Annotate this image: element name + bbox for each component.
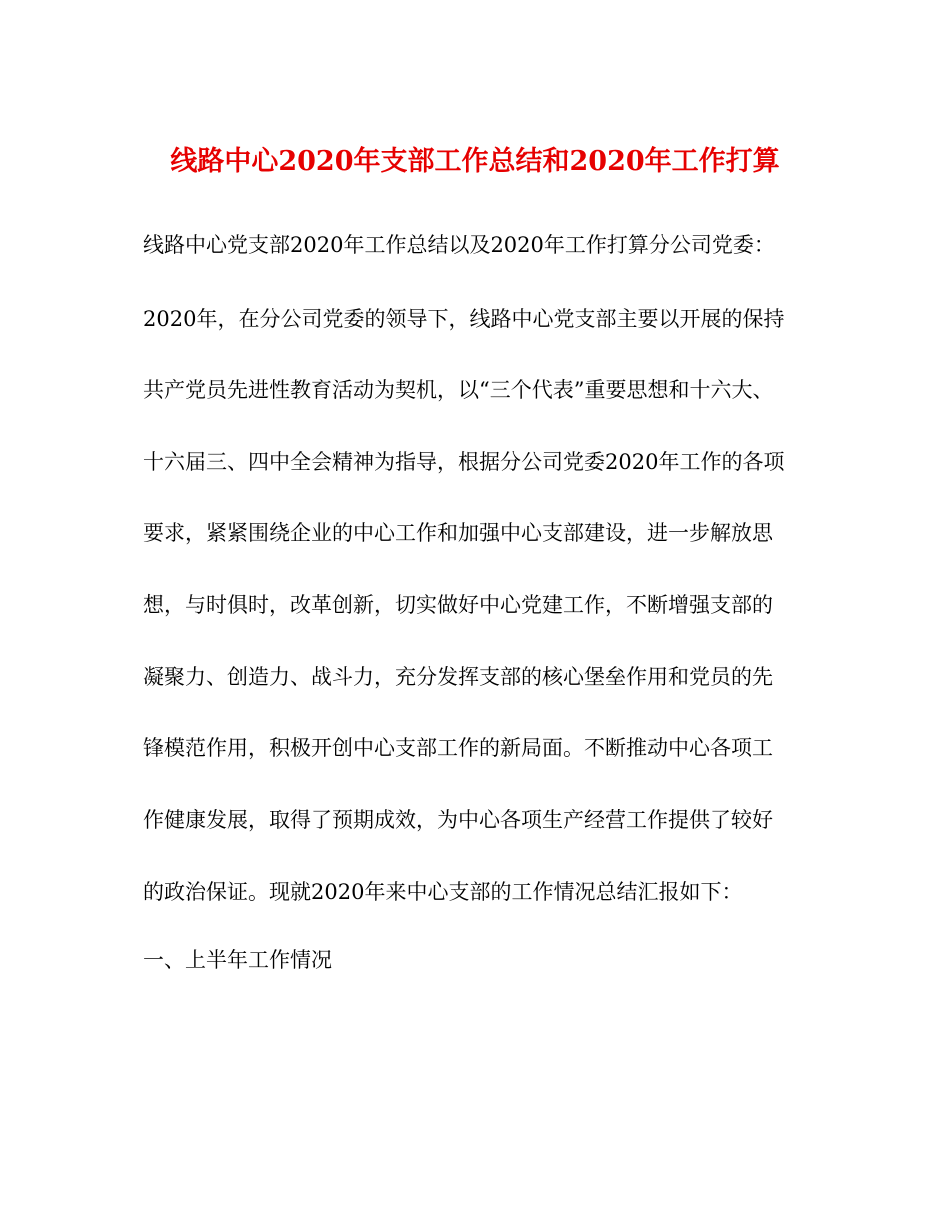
paragraph-line: 的政治保证。现就2020年来中心支部的工作情况总结汇报如下： — [143, 880, 743, 904]
section-heading: 一、上半年工作情况 — [143, 948, 332, 972]
paragraph-line: 锋模范作用，积极开创中心支部工作的新局面。不断推动中心各项工 — [143, 736, 773, 760]
paragraph-line: 线路中心党支部2020年工作总结以及2020年工作打算分公司党委： — [143, 233, 775, 257]
paragraph-line: 凝聚力、创造力、战斗力，充分发挥支部的核心堡垒作用和党员的先 — [143, 665, 773, 689]
paragraph-line: 共产党员先进性教育活动为契机，以“三个代表”重要思想和十六大、 — [143, 378, 774, 402]
paragraph-line: 想，与时俱时，改革创新，切实做好中心党建工作，不断增强支部的 — [143, 593, 773, 617]
paragraph-line: 作健康发展，取得了预期成效，为中心各项生产经营工作提供了较好 — [143, 808, 773, 832]
paragraph-line: 要求，紧紧围绕企业的中心工作和加强中心支部建设，进一步解放思 — [143, 521, 773, 545]
document-title: 线路中心2020年支部工作总结和2020年工作打算 — [170, 146, 780, 177]
paragraph-line: 2020年，在分公司党委的领导下，线路中心党支部主要以开展的保持 — [143, 307, 785, 331]
paragraph-line: 十六届三、四中全会精神为指导，根据分公司党委2020年工作的各项 — [143, 450, 785, 474]
